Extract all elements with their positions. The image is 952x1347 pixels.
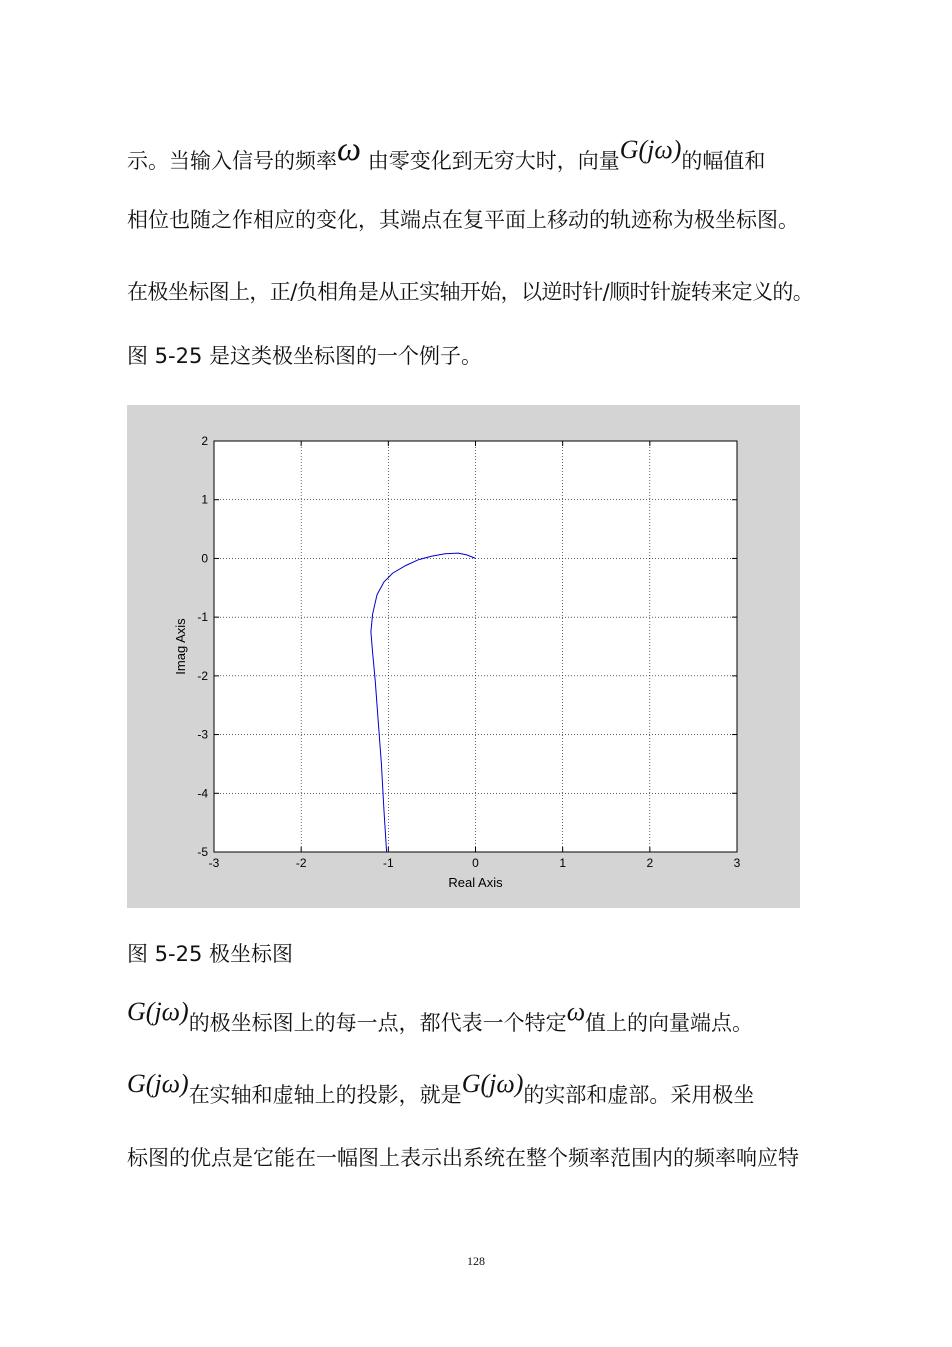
figure-caption: 图 5-25 极坐标图 [127,942,294,966]
y-tick-label: -4 [197,786,208,801]
y-tick-label: -3 [197,727,208,742]
x-tick-label: -3 [208,856,220,870]
x-tick-label: 3 [733,856,741,870]
paragraph2-line2 [127,1069,755,1109]
text: 的极坐标图上的每一点，都代表一个特定 [188,1011,567,1035]
text: 在实轴和虚轴上的投影，就是 [188,1083,462,1107]
y-tick-label: 0 [201,551,208,566]
x-tick-label: 0 [472,856,479,870]
math-G: G(jω) [127,997,189,1026]
omega-symbol: ω [337,131,362,168]
y-tick-label: 1 [201,492,208,507]
paragraph2-line1 [127,997,754,1037]
text: 由零变化到无穷大时，向量 [361,149,620,173]
paragraph1-line4: 图 5-25 是这类极坐标图的一个例子。 [127,344,483,368]
text: 值上的向量端点。 [585,1011,754,1035]
polar-plot-chart [127,405,800,908]
y-tick-label: -1 [197,610,208,625]
x-tick-label: 1 [559,856,567,870]
math-G: G(jω) [127,1069,189,1098]
paragraph1-line1 [127,131,766,175]
omega-symbol: ω [566,997,586,1026]
plot-area [214,441,737,852]
paragraph2-line3: 标图的优点是它能在一幅图上表示出系统在整个频率范围内的频率响应特 [127,1146,799,1170]
x-tick-label: 2 [646,856,654,870]
x-tick-label: -2 [295,856,307,870]
y-axis-label: Imag Axis [173,618,188,675]
y-tick-label: -5 [197,845,208,859]
text: 示。当输入信号的频率 [127,149,337,173]
math-G: G(jω) [619,135,682,164]
x-axis-label: Real Axis [448,875,503,890]
polar-plot-figure [127,405,800,908]
x-tick-label: -1 [382,856,394,870]
text: 的幅值和 [681,149,766,173]
y-tick-label: 2 [201,434,208,448]
math-G: G(jω) [461,1069,524,1098]
text: 的实部和虚部。采用极坐 [523,1083,755,1107]
paragraph1-line3: 在极坐标图上，正/负相角是从正实轴开始，以逆时针/顺时针旋转来定义的。 [127,280,814,304]
y-tick-label: -2 [197,668,208,683]
page-number: 128 [467,1254,485,1268]
paragraph1-line2: 相位也随之作相应的变化，其端点在复平面上移动的轨迹称为极坐标图。 [127,208,799,232]
